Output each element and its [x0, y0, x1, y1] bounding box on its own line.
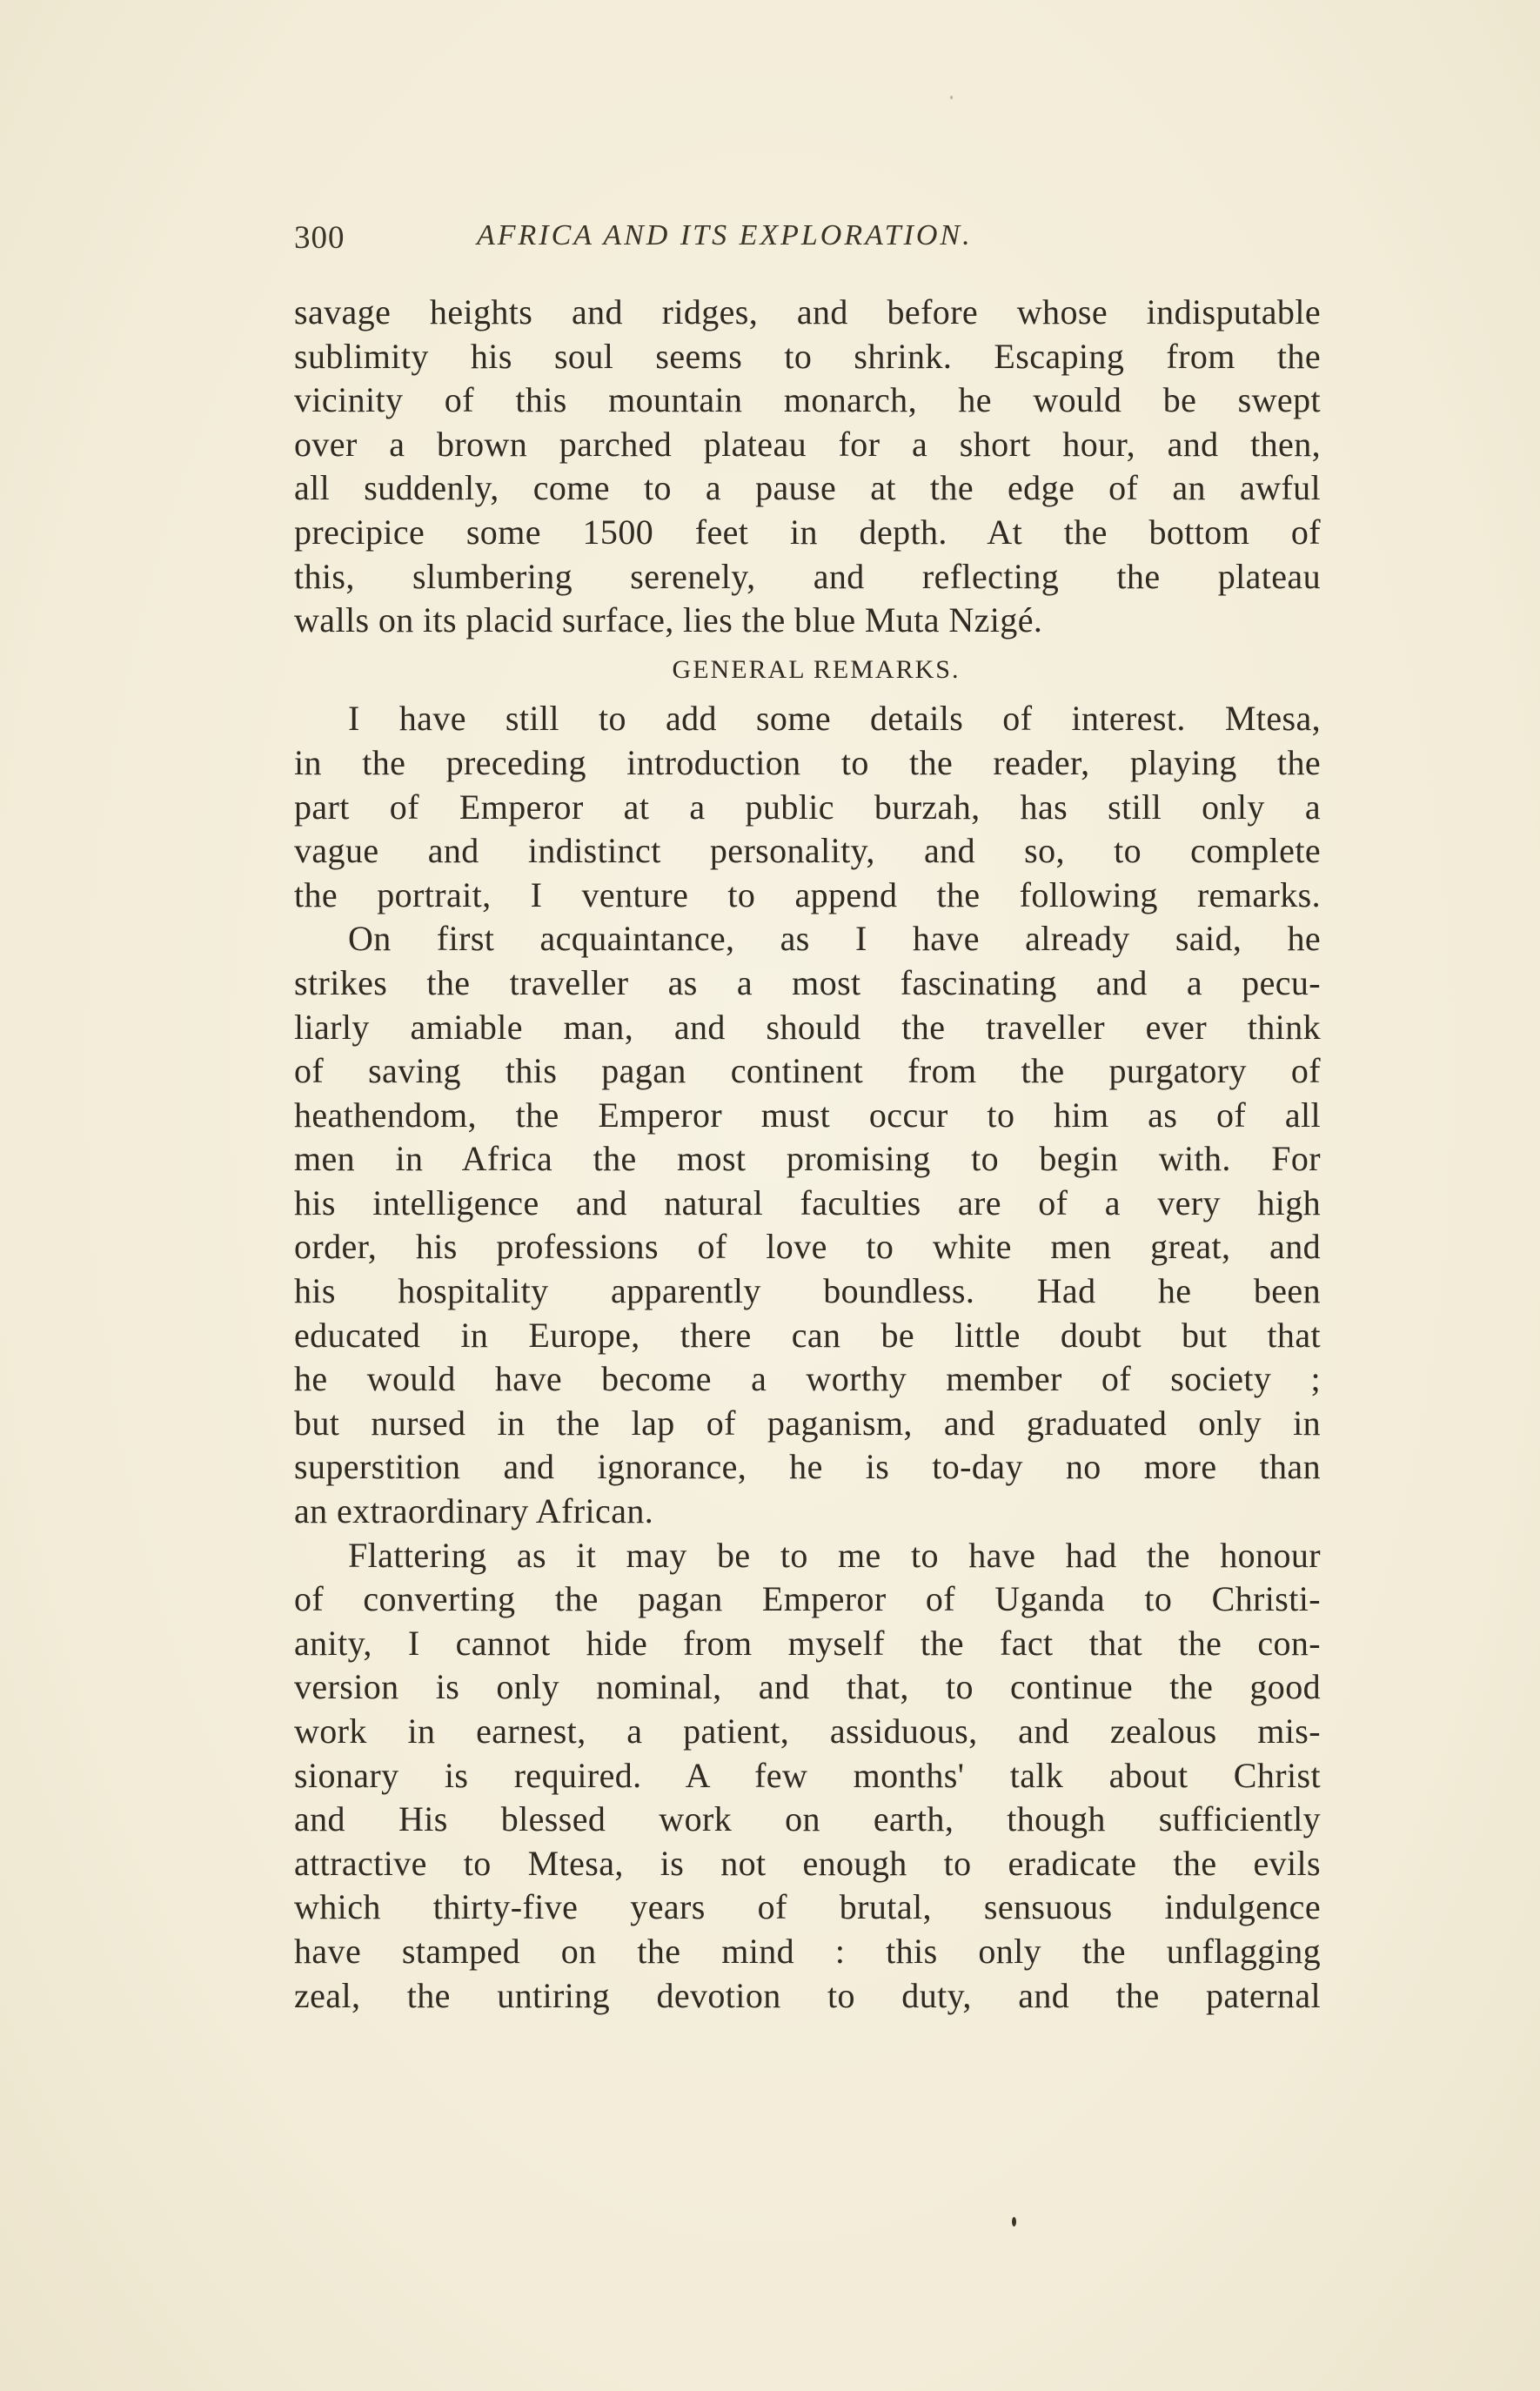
- text-line: he would have become a worthy member of society ;: [294, 1359, 1321, 1399]
- running-head: AFRICA AND ITS EXPLORATION.: [477, 219, 973, 251]
- text-line: an extraordinary African.: [294, 1491, 654, 1531]
- text-line: anity, I cannot hide from myself the fact that the con-: [294, 1623, 1321, 1663]
- page-header: [294, 219, 1164, 263]
- text-line: his hospitality apparently boundless. Had he been: [294, 1271, 1321, 1311]
- text-line: On first acquaintance, as I have already said, he: [348, 919, 1321, 959]
- text-line: but nursed in the lap of paganism, and graduated only in: [294, 1403, 1321, 1443]
- text-line: Flattering as it may be to me to have had the honour: [348, 1535, 1321, 1575]
- text-line: work in earnest, a patient, assiduous, and zealous mis-: [294, 1711, 1321, 1751]
- text-line: strikes the traveller as a most fascinating and a pecu-: [294, 962, 1321, 1002]
- text-line: walls on its placid surface, lies the blue Muta Nzigé.: [294, 600, 1043, 640]
- text-line: I have still to add some details of interest. Mtesa,: [348, 699, 1321, 739]
- ink-mark: [1012, 2217, 1016, 2227]
- text-line: vicinity of this mountain monarch, he would be swept: [294, 380, 1321, 420]
- text-line: educated in Europe, there can be little doubt but that: [294, 1315, 1321, 1355]
- text-line: zeal, the untiring devotion to duty, and the paternal: [294, 1975, 1321, 2015]
- page-number: 300: [294, 220, 345, 256]
- text-line: sionary is required. A few months' talk about Christ: [294, 1755, 1321, 1795]
- text-line: version is only nominal, and that, to continue the good: [294, 1667, 1321, 1707]
- text-line: men in Africa the most promising to begin with. For: [294, 1139, 1321, 1179]
- paragraph-3: [294, 917, 1321, 1533]
- text-line: superstition and ignorance, he is to-day no more than: [294, 1447, 1321, 1487]
- text-line: over a brown parched plateau for a short hour, and then,: [294, 424, 1321, 464]
- text-line: liarly amiable man, and should the traveller ever think: [294, 1007, 1321, 1047]
- text-line: vague and indistinct personality, and so, to complete: [294, 831, 1321, 871]
- text-line: this, slumbering serenely, and reflecting the plateau: [294, 556, 1321, 596]
- text-line: order, his professions of love to white men great, and: [294, 1227, 1321, 1267]
- text-line: of saving this pagan continent from the purgatory of: [294, 1051, 1321, 1091]
- text-line: the portrait, I venture to append the following remarks.: [294, 874, 1321, 914]
- text-line: savage heights and ridges, and before whose indisputable: [294, 292, 1321, 332]
- paragraph-1: [294, 291, 1321, 643]
- text-line: precipice some 1500 feet in depth. At the bottom of: [294, 512, 1321, 552]
- text-line: in the preceding introduction to the reader, playing the: [294, 742, 1321, 782]
- body-text: [294, 291, 1321, 2018]
- text-line: which thirty-five years of brutal, sensuous indulgence: [294, 1887, 1321, 1927]
- text-line: attractive to Mtesa, is not enough to eradicate the evils: [294, 1843, 1321, 1883]
- text-line: heathendom, the Emperor must occur to him as of all: [294, 1095, 1321, 1135]
- text-line: and His blessed work on earth, though sufficiently: [294, 1799, 1321, 1839]
- paragraph-2: [294, 697, 1321, 917]
- text-line: all suddenly, come to a pause at the edge of an awful: [294, 468, 1321, 508]
- text-line: sublimity his soul seems to shrink. Escaping from the: [294, 336, 1321, 376]
- text-line: of converting the pagan Emperor of Uganda to Christi-: [294, 1579, 1321, 1619]
- section-heading: GENERAL REMARKS.: [672, 654, 961, 684]
- paper-speck: [950, 96, 953, 99]
- paragraph-4: [294, 1534, 1321, 2019]
- text-line: part of Emperor at a public burzah, has still only a: [294, 787, 1321, 827]
- text-line: have stamped on the mind : this only the unflagging: [294, 1931, 1321, 1971]
- text-line: his intelligence and natural faculties are of a very high: [294, 1182, 1321, 1222]
